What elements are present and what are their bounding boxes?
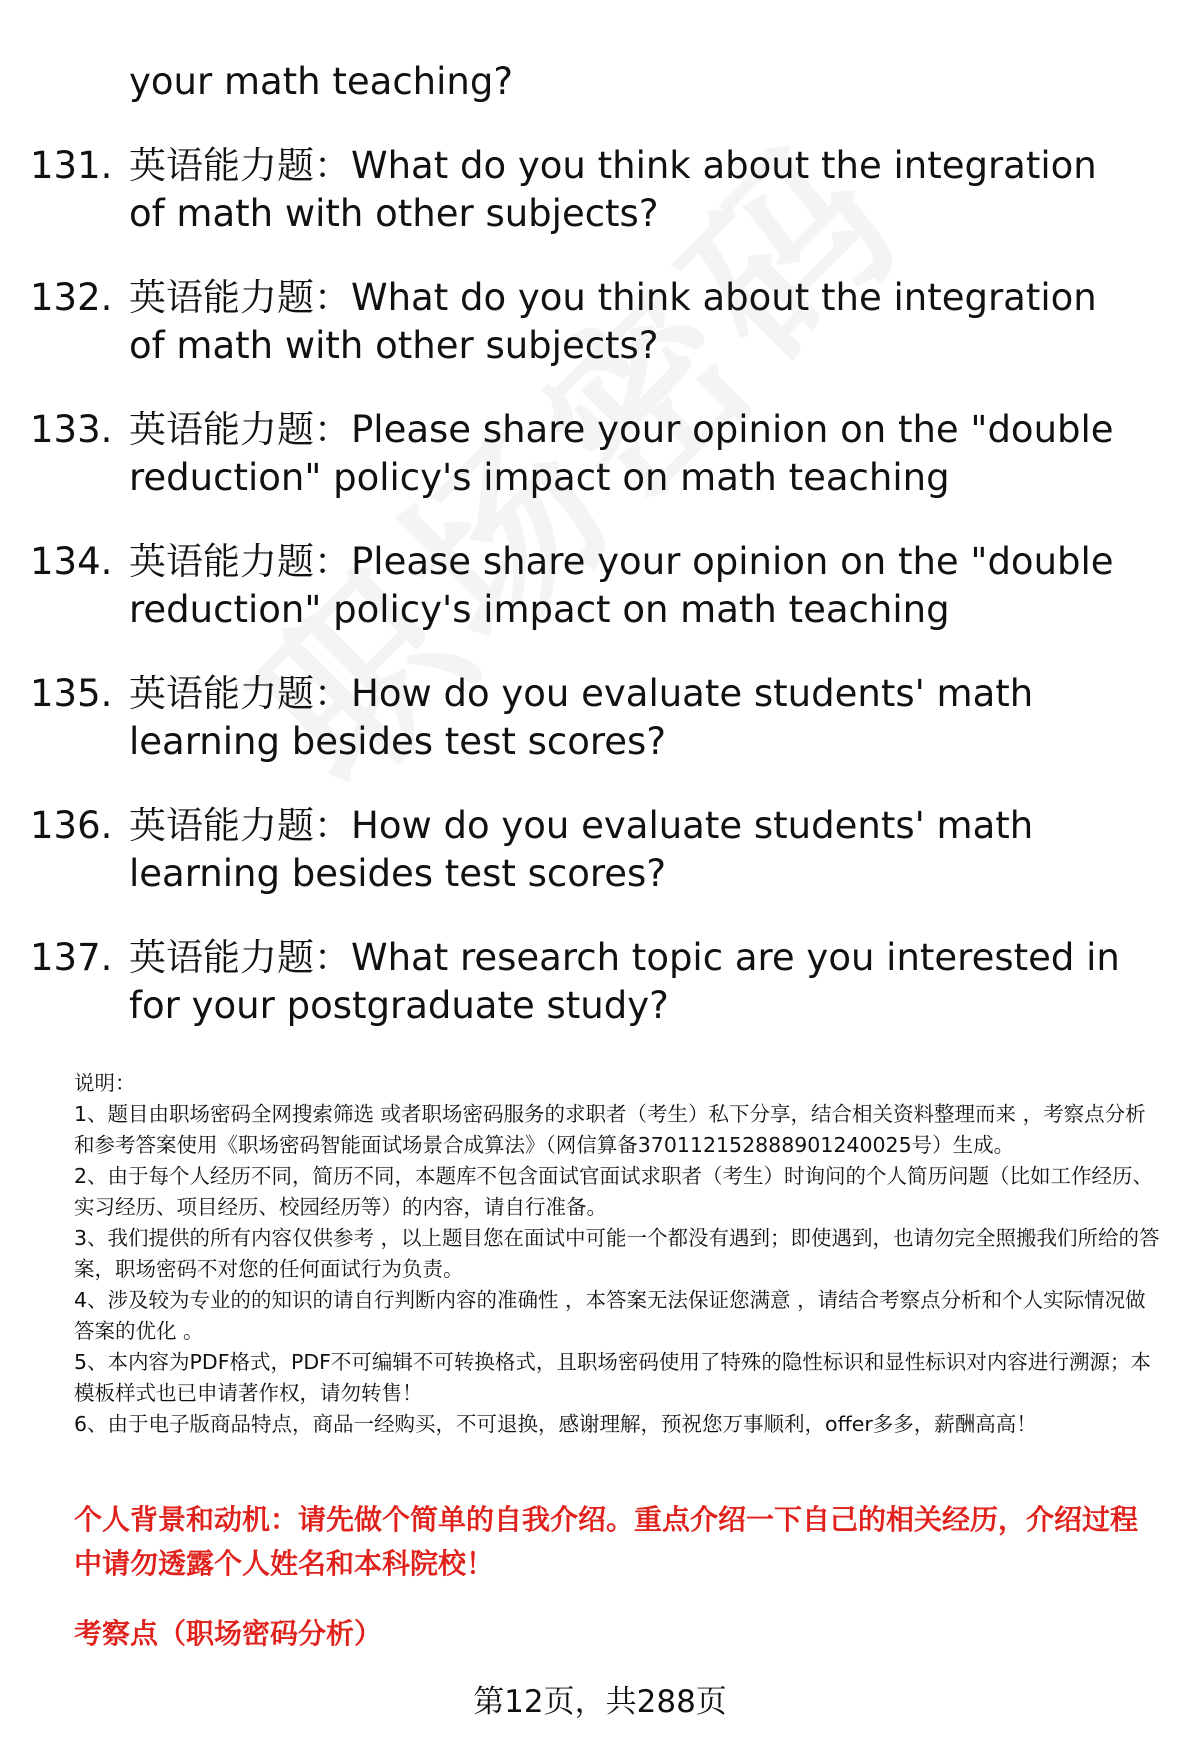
note-item: 5、本内容为PDF格式，PDF不可编辑不可转换格式，且职场密码使用了特殊的隐性标识和显性标识对内容进行溯源；本模板样式也已申请著作权，请勿转售！ — [74, 1350, 1151, 1405]
question-number: 134. — [30, 540, 113, 583]
question-number: 131. — [30, 144, 113, 187]
question-list — [30, 142, 1170, 1066]
notes-heading: 说明： — [74, 1071, 136, 1095]
notes-block — [74, 1068, 1164, 1440]
question-item — [30, 142, 1170, 238]
question-text: 英语能力题：Please share your opinion on the "double reduction" policy's impact on math teaching — [129, 540, 1114, 631]
question-number: 137. — [30, 936, 113, 979]
question-item — [30, 802, 1170, 898]
question-text: 英语能力题：How do you evaluate students' math learning besides test scores? — [129, 804, 1034, 895]
note-item: 3、我们提供的所有内容仅供参考 ，以上题目您在面试中可能一个都没有遇到；即使遇到，也请勿完全照搬我们所给的答案，职场密码不对您的任何面试行为负责。 — [74, 1226, 1160, 1281]
question-continuation: your math teaching? — [129, 60, 513, 103]
question-text: 英语能力题：What do you think about the integration of math with other subjects? — [129, 144, 1097, 235]
section-question: 个人背景和动机：请先做个简单的自我介绍。重点介绍一下自己的相关经历，介绍过程中请勿透露个人姓名和本科院校！ — [74, 1503, 1139, 1580]
note-item: 6、由于电子版商品特点，商品一经购买，不可退换，感谢理解，预祝您万事顺利，offer多多，薪酬高高！ — [74, 1412, 1037, 1436]
question-item — [30, 670, 1170, 766]
question-text: 英语能力题：Please share your opinion on the "double reduction" policy's impact on math teaching — [129, 408, 1114, 499]
page-number: 第12页，共288页 — [473, 1684, 727, 1720]
note-item: 4、涉及较为专业的的知识的请自行判断内容的准确性 ，本答案无法保证您满意 ，请结合考察点分析和个人实际情况做答案的优化 。 — [74, 1288, 1146, 1343]
question-number: 135. — [30, 672, 113, 715]
question-text: 英语能力题：What research topic are you interested in for your postgraduate study? — [129, 936, 1120, 1027]
question-number: 132. — [30, 276, 113, 319]
question-item — [30, 934, 1170, 1030]
question-item — [30, 406, 1170, 502]
note-item: 2、由于每个人经历不同，简历不同，本题库不包含面试官面试求职者（考生）时询问的个人简历问题（比如工作经历、实习经历、项目经历、校园经历等）的内容，请自行准备。 — [74, 1164, 1154, 1219]
question-number: 136. — [30, 804, 113, 847]
analysis-heading: 考察点（职场密码分析） — [74, 1617, 383, 1650]
question-item — [30, 538, 1170, 634]
question-item — [30, 274, 1170, 370]
note-item: 1、题目由职场密码全网搜索筛选 或者职场密码服务的求职者（考生）私下分享，结合相关资料整理而来 ，考察点分析和参考答案使用《职场密码智能面试场景合成算法》（网信算备370112152888901240025号）生成。 — [74, 1102, 1146, 1157]
question-text: 英语能力题：How do you evaluate students' math learning besides test scores? — [129, 672, 1034, 763]
question-number: 133. — [30, 408, 113, 451]
question-text: 英语能力题：What do you think about the integration of math with other subjects? — [129, 276, 1097, 367]
